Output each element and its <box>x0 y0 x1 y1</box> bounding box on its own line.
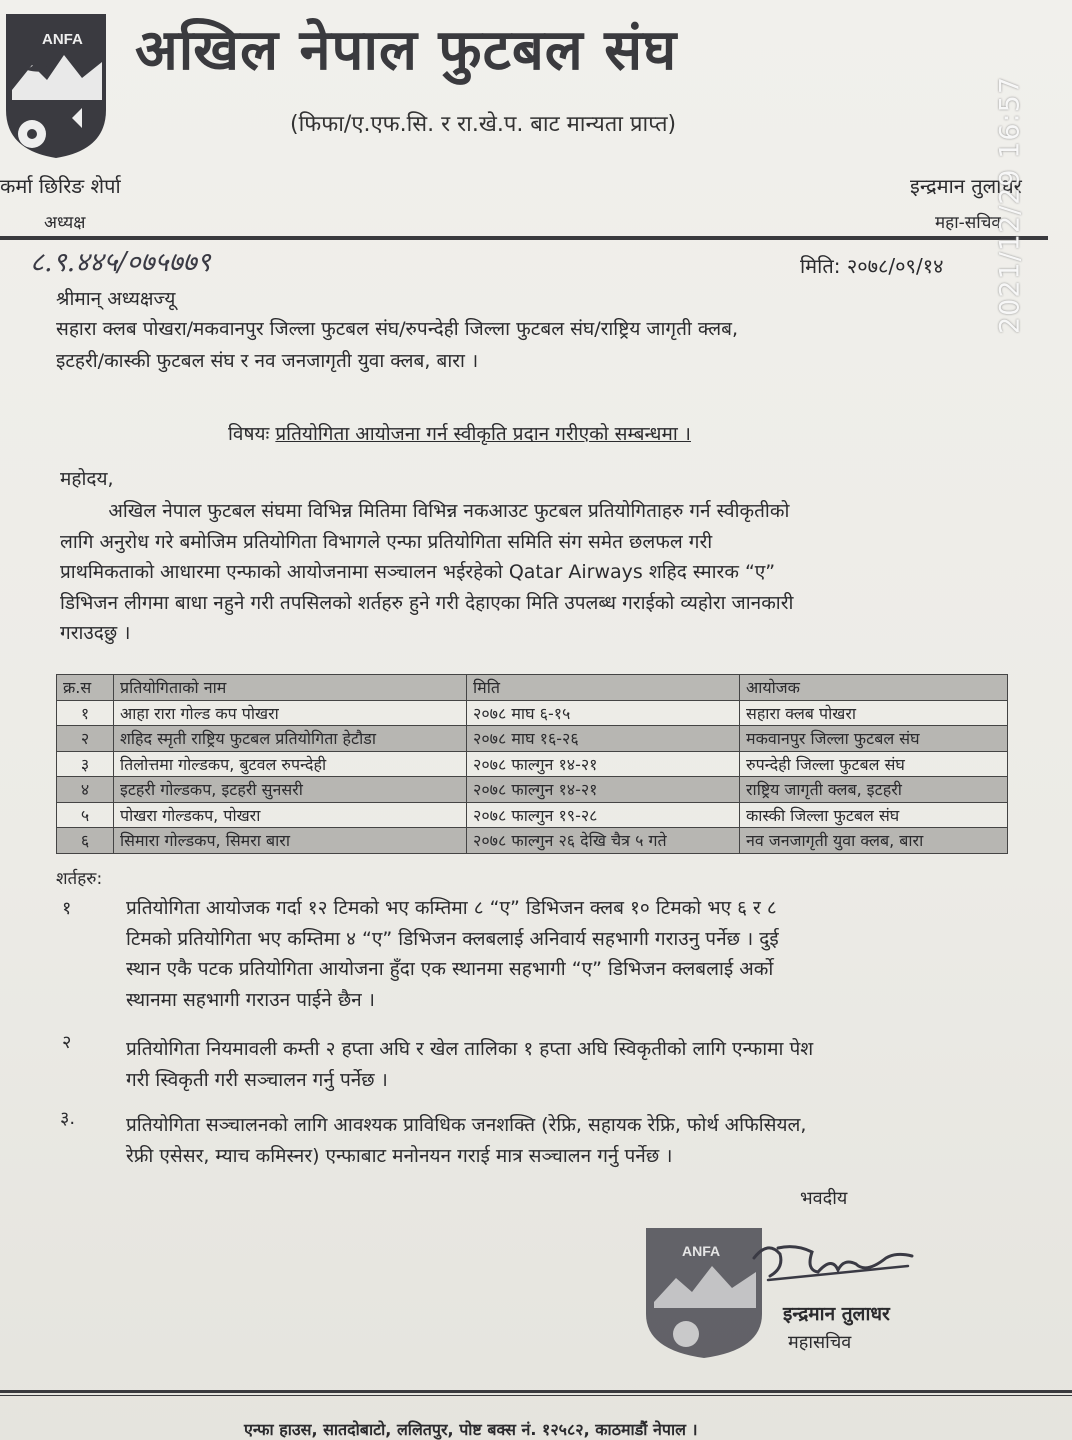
row-sn: ६ <box>57 828 114 854</box>
subject-label: विषयः <box>228 423 270 445</box>
condition-number: ३. <box>60 1108 76 1129</box>
row-organizer: मकवानपुर जिल्ला फुटबल संघ <box>740 726 1008 752</box>
row-sn: २ <box>57 726 114 752</box>
row-name: आहा रारा गोल्ड कप पोखरा <box>114 700 467 726</box>
footer-address: एन्फा हाउस, सातदोबाटो, ललितपुर, पोष्ट बक्स नं. १२५८२, काठमाडौं नेपाल । <box>244 1420 698 1439</box>
header-organizer: आयोजक <box>740 675 1008 701</box>
condition-line: प्रतियोगिता सञ्चालनको लागि आवश्यक प्राविधिक जनशक्ति (रेफ्रि, सहायक रेफ्रि, फोर्थ अफिसियल, <box>126 1114 807 1136</box>
secretary-title: महा-सचिव <box>935 213 1001 233</box>
row-organizer: नव जनजागृती युवा क्लब, बारा <box>740 828 1008 854</box>
signature <box>748 1228 918 1298</box>
body-line: डिभिजन लीगमा बाधा नहुने गरी तपसिलको शर्तहरु हुने गरी देहाएका मिति उपलब्ध गराईको व्यहोरा जानकारी <box>60 591 794 614</box>
row-name: इटहरी गोल्डकप, इटहरी सुनसरी <box>114 777 467 803</box>
recipients-line-1: सहारा क्लब पोखरा/मकवानपुर जिल्ला फुटबल संघ/रुपन्देही जिल्ला फुटबल संघ/राष्ट्रिय जागृती क्लब, <box>56 318 739 340</box>
anfa-logo <box>2 10 110 160</box>
secretary-name: इन्द्रमान तुलाधर <box>910 174 1022 198</box>
row-date: २०७८ फाल्गुन १४-२१ <box>467 777 740 803</box>
header-divider <box>0 236 1048 240</box>
row-organizer: कास्की जिल्ला फुटबल संघ <box>740 802 1008 828</box>
table-header-row <box>57 675 1008 701</box>
condition-line: टिमको प्रतियोगिता भए कम्तिमा ४ “ए” डिभिजन क्लबलाई अनिवार्य सहभागी गराउनु पर्नेछ । दुई <box>126 927 779 950</box>
row-organizer: सहारा क्लब पोखरा <box>740 700 1008 726</box>
row-sn: १ <box>57 700 114 726</box>
row-organizer: रुपन्देही जिल्ला फुटबल संघ <box>740 751 1008 777</box>
row-date: २०७८ माघ ६-१५ <box>467 700 740 726</box>
org-subtitle: (फिफा/ए.एफ.सि. र रा.खे.प. बाट मान्यता प्राप्त) <box>290 112 677 137</box>
row-name: सिमारा गोल्डकप, सिमरा बारा <box>114 828 467 854</box>
greeting: महोदय, <box>60 468 114 490</box>
photo-timestamp <box>980 40 1040 370</box>
row-date: २०७८ फाल्गुन २६ देखि चैत्र ५ गते <box>467 828 740 854</box>
row-date: २०७८ फाल्गुन १४-२१ <box>467 751 740 777</box>
table-row <box>57 751 1008 777</box>
president-title: अध्यक्ष <box>44 213 86 233</box>
photo-timestamp-text: 2021/12/29 16:57 <box>994 75 1026 335</box>
signer-title: महासचिव <box>788 1332 852 1353</box>
salutation: श्रीमान् अध्यक्षज्यू <box>56 288 176 310</box>
condition-text <box>126 1034 813 1095</box>
condition-line: प्रतियोगिता नियमावली कम्ती २ हप्ता अघि र खेल तालिका १ हप्ता अघि स्विकृतीको लागि एन्फामा पेश <box>126 1038 814 1060</box>
org-name: अखिल नेपाल फुटबल संघ <box>135 18 678 83</box>
stamp-text: ANFA <box>682 1243 721 1259</box>
body-line: प्राथमिकताको आधारमा एन्फाको आयोजनामा सञ्चालन भईरहेको Qatar Airways शहिद स्मारक “ए” <box>60 561 776 583</box>
competition-table <box>56 674 1008 854</box>
subject-text: प्रतियोगिता आयोजना गर्न स्वीकृति प्रदान गरीएको सम्बन्धमा । <box>275 423 691 445</box>
condition-line: स्थानमा सहभागी गराउन पाईने छैन । <box>126 988 375 1011</box>
row-name: शहिद स्मृती राष्ट्रिय फुटबल प्रतियोगिता हेटौडा <box>114 726 467 752</box>
condition-line: प्रतियोगिता आयोजक गर्दा १२ टिमको भए कम्तिमा ८ “ए” डिभिजन क्लब १० टिमको भए ६ र ८ <box>126 897 777 919</box>
condition-number: १ <box>62 898 72 919</box>
row-organizer: राष्ट्रिय जागृती क्लब, इटहरी <box>740 777 1008 803</box>
footer-divider-thin <box>0 1395 1072 1396</box>
header-sn: क्र.स <box>57 675 114 701</box>
table-row <box>57 700 1008 726</box>
logo-text: ANFA <box>42 31 83 48</box>
table-row <box>57 828 1008 854</box>
row-name: तिलोत्तमा गोल्डकप, बुटवल रुपन्देही <box>114 751 467 777</box>
recipients-line-2: इटहरी/कास्की फुटबल संघ र नव जनजागृती युवा क्लब, बारा । <box>56 350 479 372</box>
row-sn: ५ <box>57 802 114 828</box>
table-row <box>57 726 1008 752</box>
condition-line: स्थान एकै पटक प्रतियोगिता आयोजना हुँदा एक स्थानमा सहभागी “ए” डिभिजन क्लबलाई अर्को <box>126 958 774 980</box>
condition-text <box>126 893 779 1015</box>
row-date: २०७८ माघ १६-२६ <box>467 726 740 752</box>
body-line: गराउदछु । <box>60 622 131 644</box>
condition-text <box>126 1110 806 1171</box>
subject-line <box>228 420 691 446</box>
table-row <box>57 777 1008 803</box>
letter-date: मिति: २०७८/०९/१४ <box>800 254 944 278</box>
header-name: प्रतियोगिताको नाम <box>114 675 467 701</box>
body-paragraph <box>60 496 990 649</box>
table-row <box>57 802 1008 828</box>
footer-divider <box>0 1390 1072 1393</box>
sincerely: भवदीय <box>800 1188 848 1209</box>
row-name: पोखरा गोल्डकप, पोखरा <box>114 802 467 828</box>
condition-line: रेफ्री एसेसर, म्याच कमिस्नर) एन्फाबाट मनोनयन गराई मात्र सञ्चालन गर्नु पर्नेछ । <box>126 1144 673 1167</box>
row-date: २०७८ फाल्गुन १९-२८ <box>467 802 740 828</box>
header-date: मिति <box>467 675 740 701</box>
condition-number: २ <box>62 1032 72 1053</box>
body-line: अखिल नेपाल फुटबल संघमा विभिन्न मितिमा विभिन्न नकआउट फुटबल प्रतियोगिताहरु गर्न स्वीकृतीको <box>60 500 790 522</box>
body-line: लागि अनुरोध गरे बमोजिम प्रतियोगिता विभागले एन्फा प्रतियोगिता समिति संग समेत छलफल गरी <box>60 530 713 553</box>
signer-name: इन्द्रमान तुलाधर <box>783 1303 890 1325</box>
conditions-label: शर्तहरु: <box>56 869 103 889</box>
president-name: कर्मा छिरिङ शेर्पा <box>0 174 121 198</box>
row-sn: ३ <box>57 751 114 777</box>
condition-line: गरी स्विकृती गरी सञ्चालन गर्नु पर्नेछ । <box>126 1068 388 1091</box>
row-sn: ४ <box>57 777 114 803</box>
reference-number: ८.९.४४५/०७५७७९ <box>30 247 211 278</box>
